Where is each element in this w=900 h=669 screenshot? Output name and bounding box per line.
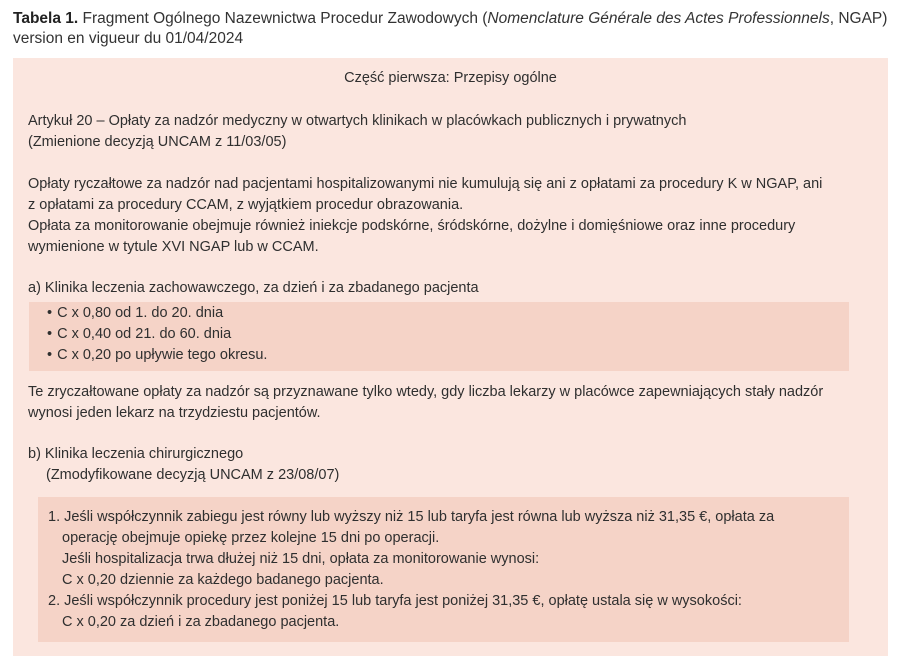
paragraph-line: Te zryczałtowane opłaty za nadzór są przyznawane tylko wtedy, gdy liczba lekarzy w placówce zapewniających stały nadzór — [28, 384, 824, 400]
list-item: • C x 0,20 po upływie tego okresu. — [47, 345, 267, 366]
caption-italic: Nomenclature Générale des Actes Professionnels — [487, 10, 830, 27]
list-item: • C x 0,80 od 1. do 20. dnia — [47, 303, 223, 324]
article-title: Artykuł 20 – Opłaty za nadzór medyczny w otwartych klinikach w placówkach publicznych i prywatnych — [28, 113, 687, 129]
bullet-box — [29, 302, 849, 371]
section-b-amendment: (Zmodyfikowane decyzją UNCAM z 23/08/07) — [46, 467, 340, 483]
table-panel — [13, 58, 888, 656]
list-item-continuation: C x 0,20 za dzień i za zbadanego pacjenta. — [62, 614, 340, 630]
list-item-continuation: Jeśli hospitalizacja trwa dłużej niż 15 dni, opłata za monitorowanie wynosi: — [62, 551, 540, 567]
list-item: 1. Jeśli współczynnik zabiegu jest równy lub wyższy niż 15 lub taryfa jest równa lub wyższa niż 31,35 €, opłata za — [48, 509, 775, 525]
caption-label: Tabela 1. — [13, 10, 79, 27]
caption-text-a: Fragment Ogólnego Nazewnictwa Procedur Zawodowych ( — [78, 10, 488, 27]
caption-text-b: , NGAP) version en vigueur du 01/04/2024 — [13, 10, 888, 47]
paragraph-line: z opłatami za procedury CCAM, z wyjątkiem procedur obrazowania. — [28, 197, 464, 213]
numbered-box — [38, 497, 849, 642]
table-caption — [13, 9, 891, 49]
section-a-title: a) Klinika leczenia zachowawczego, za dzień i za zbadanego pacjenta — [28, 280, 479, 296]
list-item-continuation: C x 0,20 dziennie za każdego badanego pacjenta. — [62, 572, 384, 588]
section-b-title: b) Klinika leczenia chirurgicznego — [28, 446, 244, 462]
article-amendment: (Zmienione decyzją UNCAM z 11/03/05) — [28, 134, 287, 150]
list-item: • C x 0,40 od 21. do 60. dnia — [47, 324, 231, 345]
list-item: 2. Jeśli współczynnik procedury jest poniżej 15 lub taryfa jest poniżej 31,35 €, opłatę ustala się w wysokości: — [48, 593, 742, 609]
paragraph-line: Opłata za monitorowanie obejmuje również iniekcje podskórne, śródskórne, dożylne i domięśniowe oraz inne procedury — [28, 218, 796, 234]
paragraph-line: Opłaty ryczałtowe za nadzór nad pacjentami hospitalizowanymi nie kumulują się ani z opłatami za procedury K w NGAP, ani — [28, 176, 823, 192]
section-heading: Część pierwsza: Przepisy ogólne — [344, 70, 557, 86]
paragraph-line: wynosi jeden lekarz na trzydziestu pacjentów. — [28, 405, 321, 421]
list-item-continuation: operację obejmuje opiekę przez kolejne 15 dni po operacji. — [62, 530, 440, 546]
paragraph-line: wymienione w tytule XVI NGAP lub w CCAM. — [28, 239, 319, 255]
